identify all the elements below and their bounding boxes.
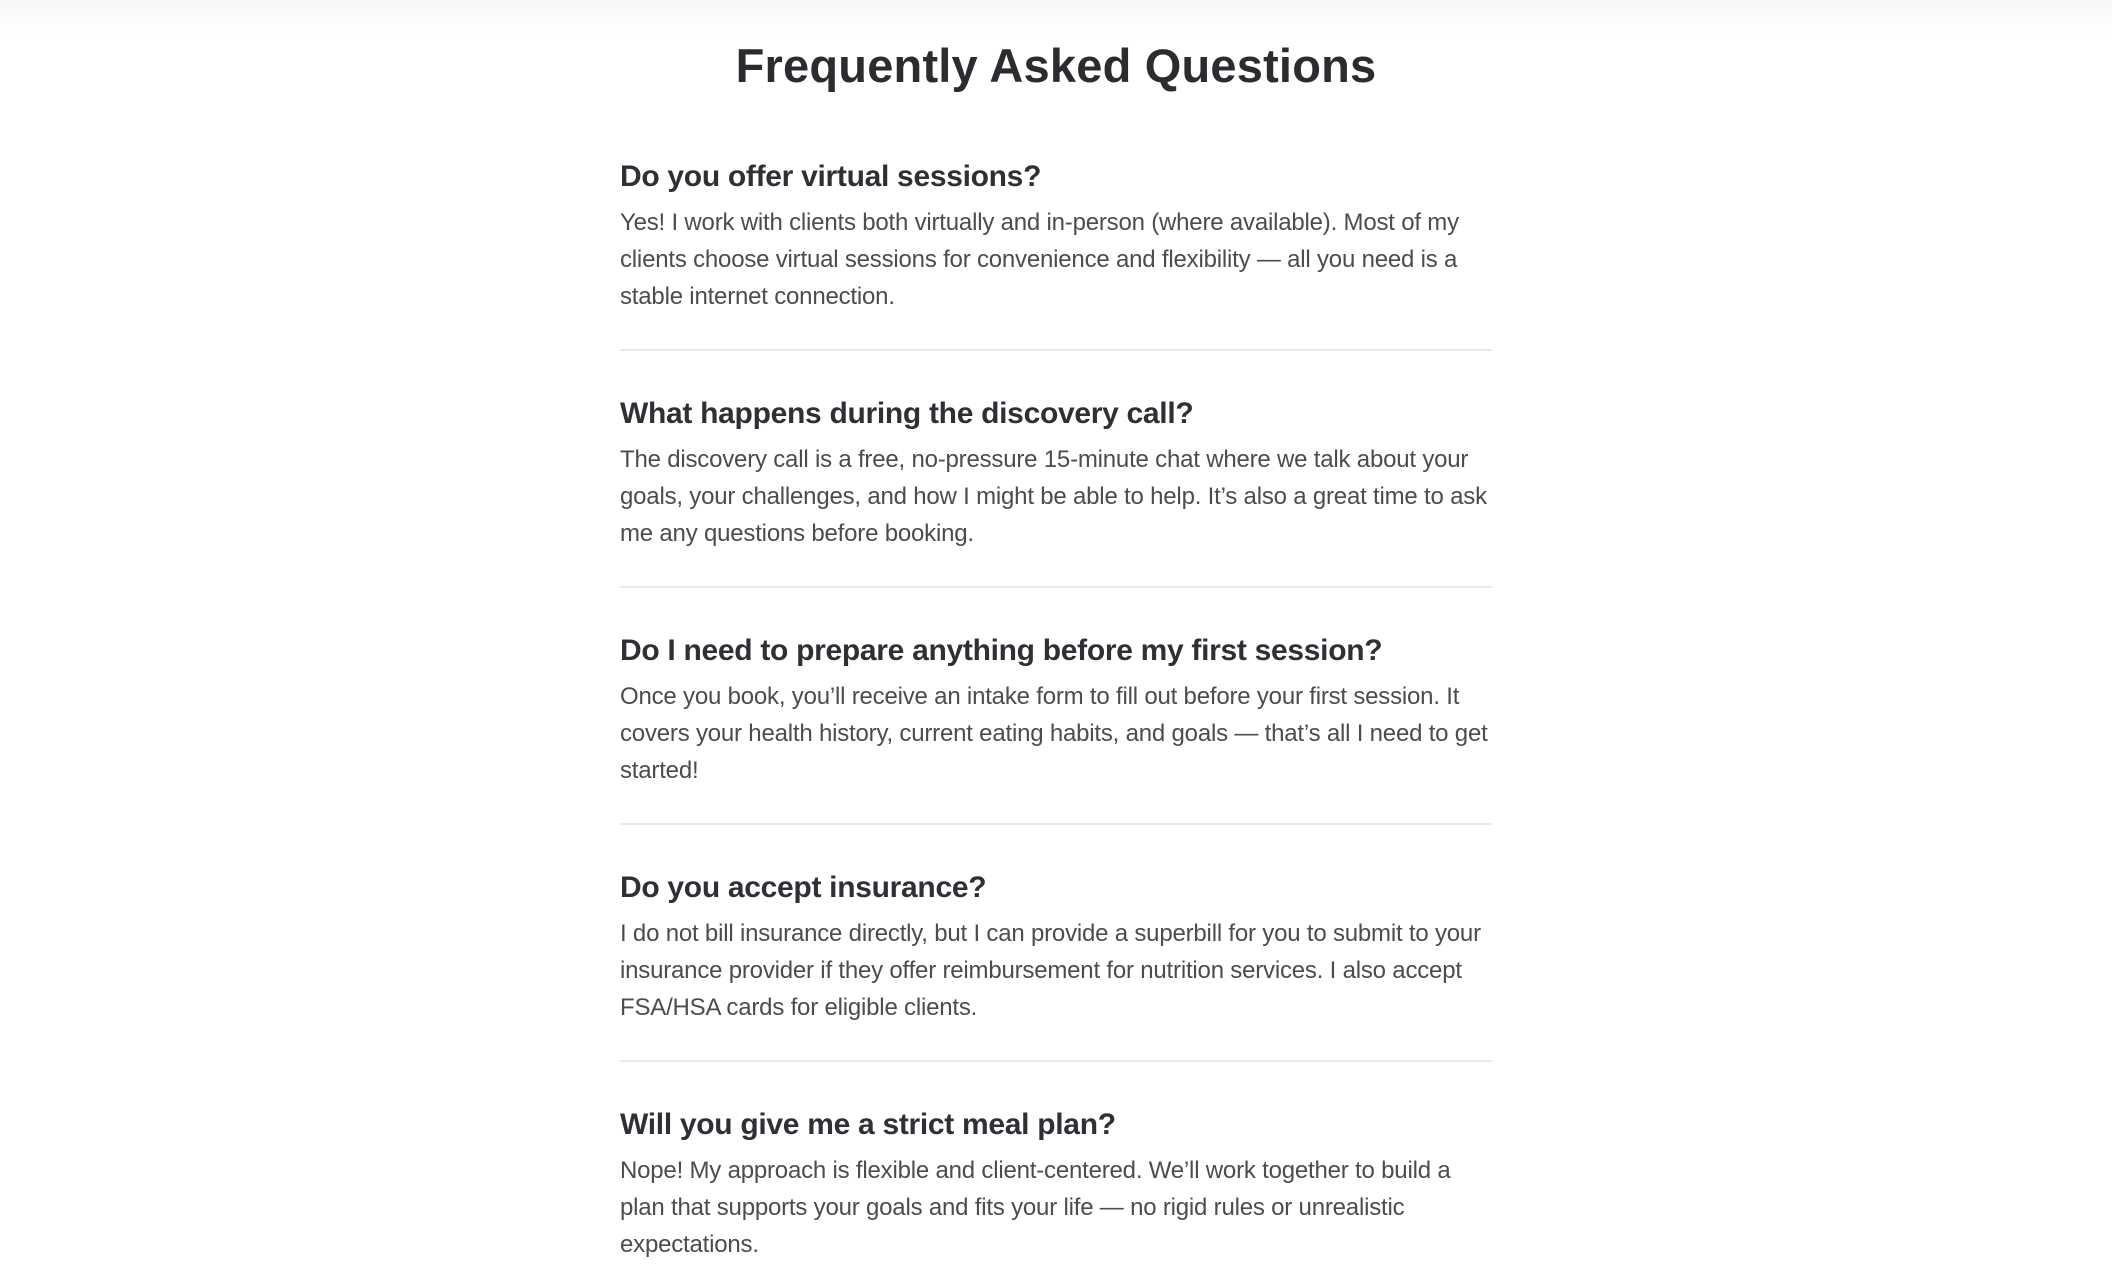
faq-question: Do you accept insurance? [620,871,987,904]
divider [620,349,1492,351]
faq-item [620,395,1492,552]
page-title: Frequently Asked Questions [735,39,1377,92]
divider [620,823,1492,825]
faq-item [620,632,1492,789]
divider [620,586,1492,588]
faq-item [620,158,1492,315]
faq-question: What happens during the discovery call? [620,397,1194,430]
divider [620,1060,1492,1062]
faq-answer: I do not bill insurance directly, but I can provide a superbill for you to submit to your insurance provider if they offer reimbursement for nutrition services. I also accept FSA/HSA cards for eligible clients. [620,920,1481,1021]
faq-list [620,158,1492,1263]
faq-answer: The discovery call is a free, no-pressure 15-minute chat where we talk about your goals, your challenges, and how I might be able to help. It’s also a great time to ask me any questions before booking. [620,446,1487,547]
faq-item [620,869,1492,1026]
faq-answer: Once you book, you’ll receive an intake form to fill out before your first session. It covers your health history, current eating habits, and goals — that’s all I need to get started! [620,683,1488,784]
faq-question: Do I need to prepare anything before my first session? [620,634,1383,667]
faq-question: Will you give me a strict meal plan? [620,1108,1116,1141]
faq-answer: Nope! My approach is flexible and client-centered. We’ll work together to build a plan that supports your goals and fits your life — no rigid rules or unrealistic expectations. [620,1157,1451,1258]
faq-answer: Yes! I work with clients both virtually and in-person (where available). Most of my clients choose virtual sessions for convenience and flexibility — all you need is a stable internet connection. [620,209,1459,310]
faq-item [620,1106,1492,1263]
faq-question: Do you offer virtual sessions? [620,160,1042,193]
